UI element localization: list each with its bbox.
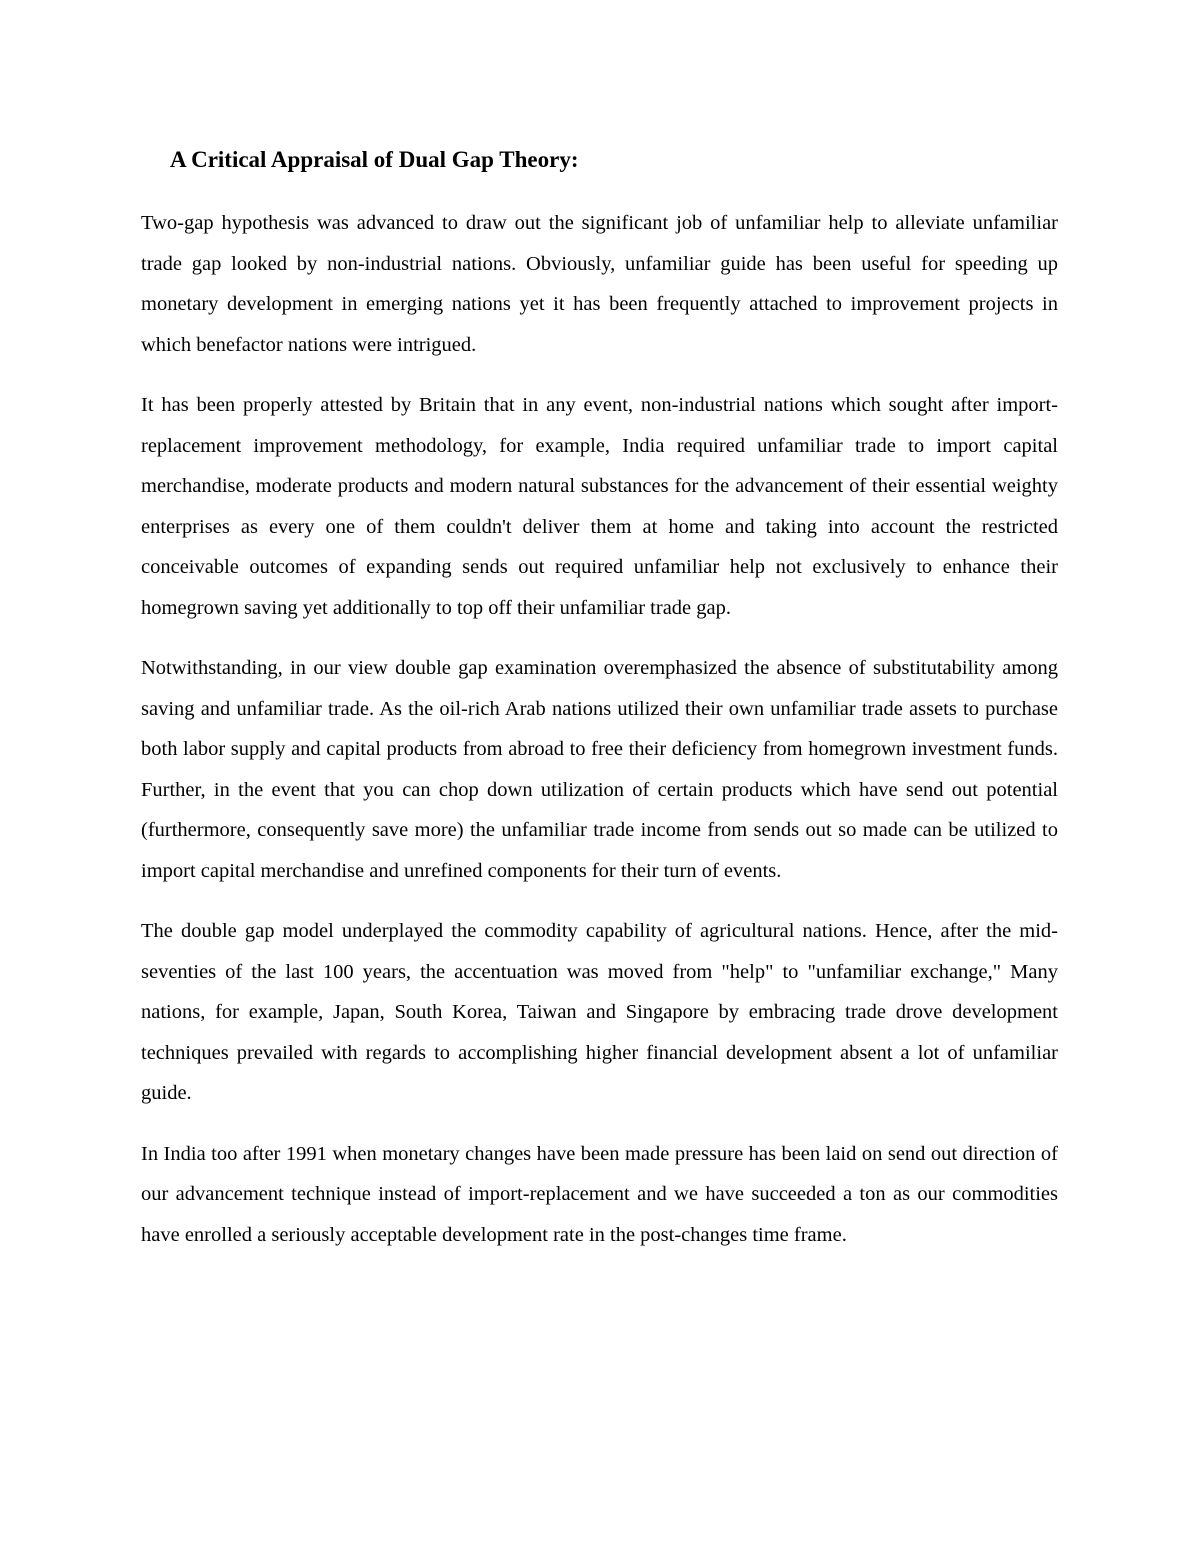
document-title: A Critical Appraisal of Dual Gap Theory: <box>170 147 579 172</box>
paragraph-5: In India too after 1991 when monetary changes have been made pressure has been laid on send out direction of our advancement technique instead of import-replacement and we have succeeded a ton as our commodities have enrolled a seriously acceptable development rate in the post-changes time frame. <box>141 1142 1058 1246</box>
paragraph-2: It has been properly attested by Britain that in any event, non-industrial nations which sought after import-replacement improvement methodology, for example, India required unfamiliar trade to import capital merchandise, moderate products and modern natural substances for the advancement of their essential weighty enterprises as every one of them couldn't deliver them at home and taking into account the restricted conceivable outcomes of expanding sends out required unfamiliar help not exclusively to enhance their homegrown saving yet additionally to top off their unfamiliar trade gap. <box>141 394 1058 619</box>
paragraph-1: Two-gap hypothesis was advanced to draw out the significant job of unfamiliar help to alleviate unfamiliar trade gap looked by non-industrial nations. Obviously, unfamiliar guide has been useful for speeding up monetary development in emerging nations yet it has been frequently attached to improvement projects in which benefactor nations were intrigued. <box>141 212 1058 356</box>
paragraph-3: Notwithstanding, in our view double gap examination overemphasized the absence of substitutability among saving and unfamiliar trade. As the oil-rich Arab nations utilized their own unfamiliar trade assets to purchase both labor supply and capital products from abroad to free their deficiency from homegrown investment funds. Further, in the event that you can chop down utilization of certain products which have send out potential (furthermore, consequently save more) the unfamiliar trade income from sends out so made can be utilized to import capital merchandise and unrefined components for their turn of events. <box>141 657 1058 882</box>
paragraph-4: The double gap model underplayed the commodity capability of agricultural nations. Hence, after the mid-seventies of the last 100 years, the accentuation was moved from "help" to "unfamiliar exchange," Many nations, for example, Japan, South Korea, Taiwan and Singapore by embracing trade drove development techniques prevailed with regards to accomplishing higher financial development absent a lot of unfamiliar guide. <box>141 920 1058 1104</box>
document-body <box>141 203 1058 1275</box>
